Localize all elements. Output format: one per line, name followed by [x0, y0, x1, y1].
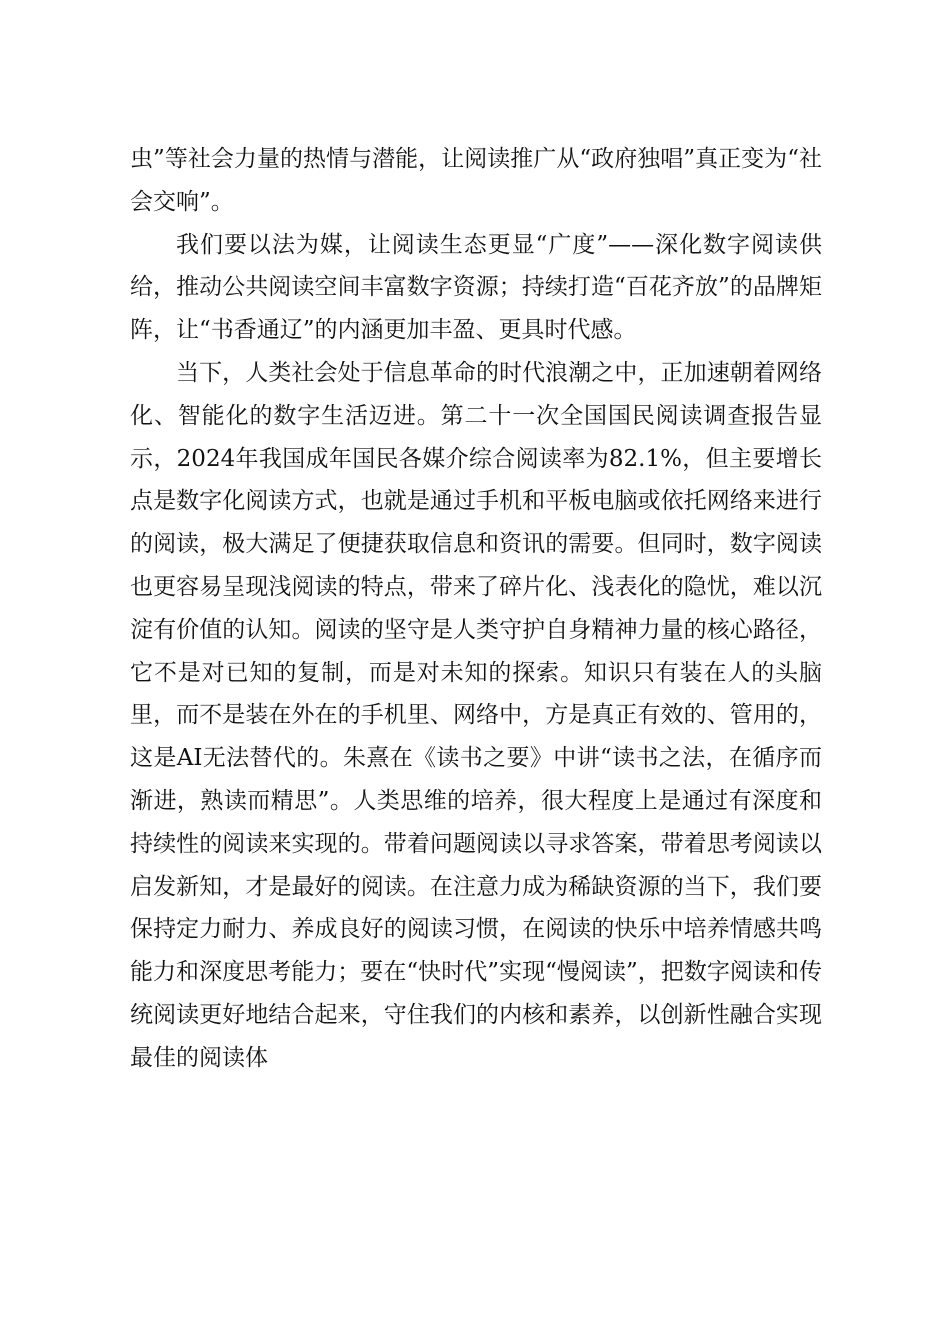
paragraph-digital-reading: 当下，人类社会处于信息革命的时代浪潮之中，正加速朝着网络化、智能化的数字生活迈进。第二十一次全国国民阅读调查报告显示，2024年我国成年国民各媒介综合阅读率为82.1%，但主要增长点是数字化阅读方式，也就是通过手机和平板电脑或依托网络来进行的阅读，极大满足了便捷获取信息和资讯的需要。但同时，数字阅读也更容易呈现浅阅读的特点，带来了碎片化、浅表化的隐忧，难以沉淀有价值的认知。阅读的坚守是人类守护自身精神力量的核心路径，它不是对已知的复制，而是对未知的探索。知识只有装在人的头脑里，而不是装在外在的手机里、网络中，方是真正有效的、管用的，这是AI无法替代的。朱熹在《读书之要》中讲“读书之法，在循序而渐进，熟读而精思”。人类思维的培养，很大程度上是通过有深度和持续性的阅读来实现的。带着问题阅读以寻求答案，带着思考阅读以启发新知，才是最好的阅读。在注意力成为稀缺资源的当下，我们要保持定力耐力、养成良好的阅读习惯，在阅读的快乐中培养情感共鸣能力和深度思考能力；要在“快时代”实现“慢阅读”，把数字阅读和传统阅读更好地结合起来，守住我们的内核和素养，以创新性融合实现最佳的阅读体 — [130, 359, 822, 1071]
paragraph-digital-supply: 我们要以法为媒，让阅读生态更显“广度”——深化数字阅读供给，推动公共阅读空间丰富数字资源；持续打造“百花齐放”的品牌矩阵，让“书香通辽”的内涵更加丰盈、更具时代感。 — [130, 231, 822, 344]
body-text — [130, 138, 822, 1080]
paragraph-continued: 虫”等社会力量的热情与潜能，让阅读推广从“政府独唱”真正变为“社会交响”。 — [130, 146, 822, 215]
